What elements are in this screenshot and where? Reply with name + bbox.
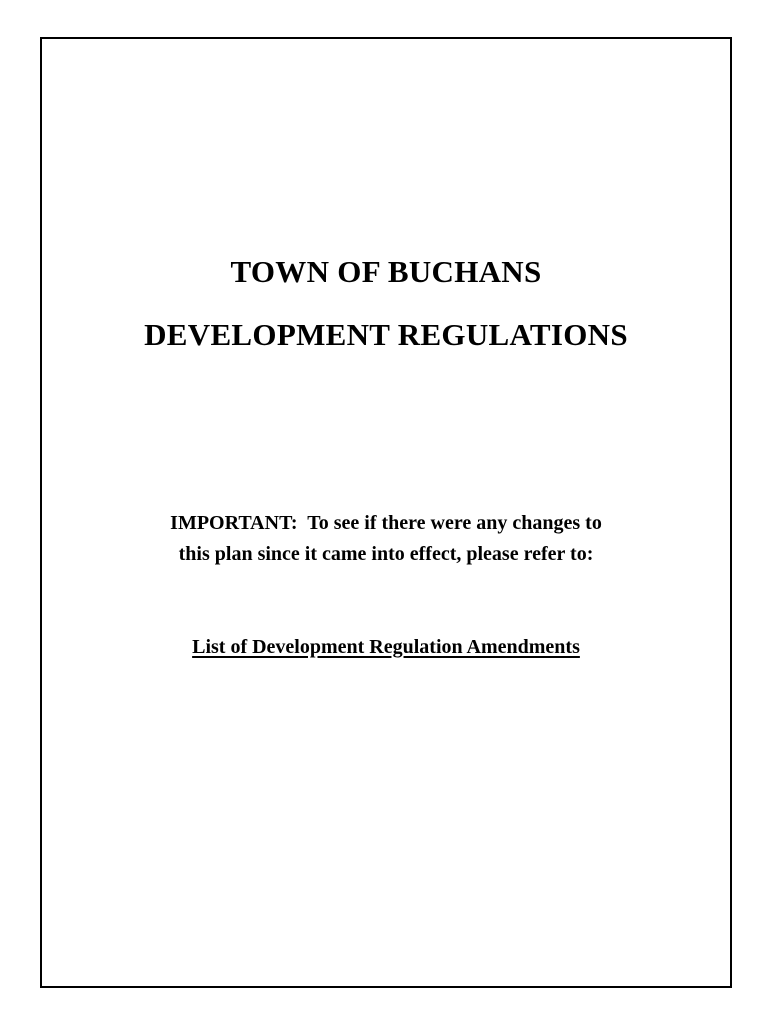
amendments-link-container	[42, 636, 730, 659]
page-border	[40, 37, 732, 988]
title-town-name: TOWN OF BUCHANS	[230, 254, 542, 289]
title-regulations: DEVELOPMENT REGULATIONS	[144, 317, 628, 352]
notice-line-1: IMPORTANT: To see if there were any changes to	[170, 512, 602, 534]
important-notice	[42, 508, 730, 570]
amendments-link[interactable]: List of Development Regulation Amendments	[192, 636, 580, 658]
notice-line-2: this plan since it came into effect, please refer to:	[178, 543, 594, 565]
